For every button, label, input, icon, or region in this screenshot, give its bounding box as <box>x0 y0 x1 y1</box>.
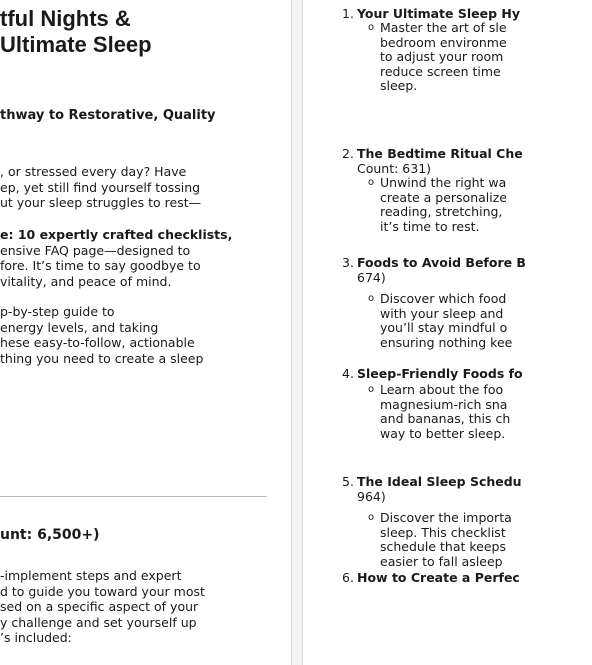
item-title-continued: 964) <box>357 489 386 504</box>
bullet-line: to adjust your room <box>380 49 504 64</box>
paragraph-line: energy levels, and taking <box>0 319 159 335</box>
paragraph-line: , or stressed every day? Have <box>0 164 187 179</box>
bullet-line: ensuring nothing kee <box>380 334 513 350</box>
bullet-icon: o <box>368 384 375 395</box>
item-title: How to Create a Perfec <box>357 570 520 585</box>
paragraph-line: ep, yet still find yourself tossing <box>0 179 201 195</box>
left-page <box>0 0 291 665</box>
item-number: 3. <box>342 255 354 270</box>
section-heading: unt: 6,500+) <box>0 527 100 543</box>
section-divider <box>0 496 267 497</box>
item-number: 6. <box>342 570 354 585</box>
bullet-line: schedule that keeps <box>380 539 506 554</box>
emphasis-text: e: 10 expertly crafted checklists, <box>0 227 233 242</box>
item-bullet <box>368 510 512 569</box>
item-title: Sleep-Friendly Foods fo <box>357 366 523 381</box>
bullet-line: Discover which food <box>380 291 507 306</box>
item-number: 2. <box>342 146 354 161</box>
bullet-line: magnesium-rich sna <box>380 396 508 412</box>
offer-paragraph <box>0 227 232 289</box>
bullet-icon: o <box>368 177 375 188</box>
bullet-line: sleep. <box>380 78 418 93</box>
bullet-line: way to better sleep. <box>380 425 506 441</box>
item-title: The Bedtime Ritual Che <box>357 146 523 161</box>
paragraph-line: sed on a specific aspect of your <box>0 599 199 614</box>
item-title: Your Ultimate Sleep Hy <box>357 6 521 21</box>
paragraph-line: ensive FAQ page—designed to <box>0 242 191 258</box>
guide-paragraph <box>0 304 203 366</box>
paragraph-line: d to guide you toward your most <box>0 583 205 599</box>
checklist-item-2 <box>342 146 523 161</box>
paragraph-line <box>0 227 232 243</box>
paragraph-line: ’s included: <box>0 630 72 645</box>
item-bullet <box>368 20 507 94</box>
bullet-icon: o <box>368 512 375 523</box>
item-title-continued: Count: 631) <box>357 161 432 176</box>
bullet-line: Master the art of sle <box>380 20 507 35</box>
paragraph-line: ut your sleep struggles to rest— <box>0 195 202 210</box>
paragraph-line: fore. It’s time to say goodbye to <box>0 258 201 273</box>
bullet-line: Unwind the right wa <box>380 175 507 190</box>
item-title-continued: 674) <box>357 270 386 285</box>
checklist-item-3 <box>342 255 526 270</box>
right-page <box>303 0 592 665</box>
bullet-line: reduce screen time <box>380 63 501 79</box>
page-gutter <box>291 0 303 665</box>
title-line: tful Nights & <box>0 6 131 31</box>
bullet-line: with your sleep and <box>380 305 504 321</box>
checklist-item-5 <box>342 474 522 489</box>
item-number: 5. <box>342 474 354 489</box>
bullet-line: and bananas, this ch <box>380 411 511 426</box>
paragraph-line: vitality, and peace of mind. <box>0 273 172 289</box>
paragraph-line: p-by-step guide to <box>0 304 115 319</box>
item-title: The Ideal Sleep Schedu <box>357 474 522 489</box>
document-title <box>0 6 152 58</box>
paragraph-line: y challenge and set yourself up <box>0 614 197 630</box>
bullet-line: easier to fall asleep <box>380 553 503 569</box>
section-paragraph <box>0 568 205 646</box>
intro-paragraph <box>0 164 201 211</box>
bullet-line: Discover the importa <box>380 510 512 525</box>
bullet-line: it’s time to rest. <box>380 218 480 234</box>
bullet-line: you’ll stay mindful o <box>380 320 508 335</box>
title-line: Ultimate Sleep <box>0 32 152 57</box>
item-bullet <box>368 175 507 234</box>
checklist-item-1 <box>342 6 521 21</box>
paragraph-line: -implement steps and expert <box>0 568 182 583</box>
item-title: Foods to Avoid Before B <box>357 255 526 270</box>
paragraph-line: hese easy-to-follow, actionable <box>0 335 195 350</box>
bullet-line: Learn about the foo <box>380 382 504 397</box>
bullet-icon: o <box>368 293 375 304</box>
checklist-item-6 <box>342 570 520 585</box>
checklist-item-4 <box>342 366 523 381</box>
bullet-line: create a personalize <box>380 189 507 205</box>
bullet-line: bedroom environme <box>380 34 507 50</box>
bullet-icon: o <box>368 22 375 33</box>
item-number: 1. <box>342 6 354 21</box>
bullet-line: sleep. This checklist <box>380 524 506 540</box>
bullet-line: reading, stretching, <box>380 204 503 219</box>
item-bullet <box>368 382 511 441</box>
paragraph-line: thing you need to create a sleep <box>0 350 204 366</box>
subtitle: thway to Restorative, Quality <box>0 108 216 123</box>
item-number: 4. <box>342 366 354 381</box>
item-bullet <box>368 291 513 350</box>
